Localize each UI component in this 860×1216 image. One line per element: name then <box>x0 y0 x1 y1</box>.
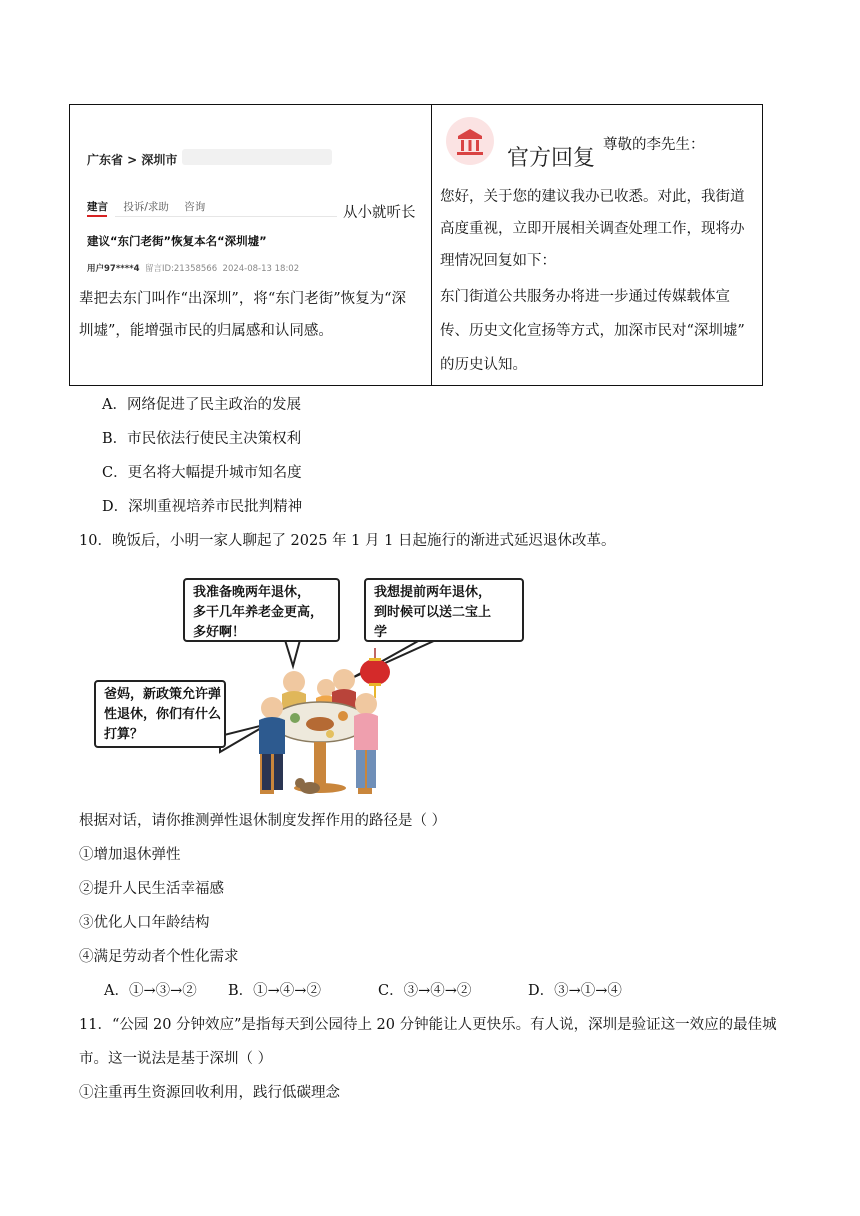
bubble-line: 打算？ <box>104 727 144 742</box>
q9-option-a: A．网络促进了民主政治的发展 <box>102 397 301 413</box>
speech-bubble-grandpa <box>183 578 340 642</box>
message-board-tabs <box>87 199 217 214</box>
bubble-line: 爸妈，新政策允许弹 <box>104 687 222 702</box>
official-reply-label: 官方回复 <box>507 146 596 171</box>
family-dinner-cartoon <box>90 574 530 800</box>
q11-item: ①注重再生资源回收利用，践行低碳理念 <box>79 1085 340 1101</box>
cell-text-line: 圳墟”，能增强市民的归属感和认同感。 <box>79 323 333 339</box>
cell-side-text: 从小就听长 <box>343 205 416 221</box>
post-meta <box>87 262 299 274</box>
q11-stem-line-2: 市。这一说法是基于深圳（ ） <box>79 1051 273 1067</box>
active-tab-underline <box>87 215 107 217</box>
question-9-material-table <box>69 104 763 386</box>
reply-line: 理情况回复如下： <box>440 253 556 269</box>
q10-choice-c: C．③→④→② <box>378 983 472 999</box>
q10-question: 根据对话，请你推测弹性退休制度发挥作用的路径是（ ） <box>79 813 447 829</box>
tab-consult: 咨询 <box>184 201 206 213</box>
reply-line: 东门街道公共服务办将进一步通过传媒载体宣 <box>440 289 730 305</box>
bubble-line: 学 <box>374 625 388 640</box>
bubble-line: 到时候可以送二宝上 <box>374 605 492 620</box>
q11-stem-line-1: 11．“公园 20 分钟效应”是指每天到公园待上 20 分钟能让人更快乐。有人说，深圳是验证这一效应的最佳城 <box>79 1017 777 1033</box>
q10-stem: 10．晚饭后，小明一家人聊起了 2025 年 1 月 1 日起施行的渐进式延迟退休改革。 <box>79 533 616 549</box>
bubble-line: 多干几年养老金更高， <box>193 605 324 620</box>
q9-option-b: B．市民依法行使民主决策权利 <box>102 431 302 447</box>
government-building-icon <box>446 117 494 165</box>
speech-bubble-child <box>94 680 226 748</box>
q10-item: ④满足劳动者个性化需求 <box>79 949 239 965</box>
reply-greeting: 尊敬的李先生： <box>603 137 705 153</box>
bubble-line: 性退休，你们有什么 <box>104 707 222 722</box>
q10-choice-a: A．①→③→② <box>104 983 197 999</box>
citizen-suggestion-cell <box>70 105 431 385</box>
tab-divider-line <box>115 216 337 217</box>
post-time: 2024-08-13 18:02 <box>222 264 300 274</box>
bubble-line: 多好啊！ <box>193 625 246 640</box>
bubble-line: 我准备晚两年退休， <box>193 585 311 600</box>
q10-choice-d: D．③→①→④ <box>528 983 622 999</box>
cell-text-line: 辈把去东门叫作“出深圳”，将“东门老街”恢复为“深 <box>79 291 407 307</box>
q9-option-d: D．深圳重视培养市民批判精神 <box>102 499 303 515</box>
bubble-line: 我想提前两年退休， <box>374 585 492 600</box>
q10-choice-b: B．①→④→② <box>228 983 321 999</box>
tab-suggestion: 建言 <box>87 201 108 213</box>
reply-line: 高度重视，立即开展相关调查处理工作，现将办 <box>440 221 745 237</box>
q10-item: ①增加退休弹性 <box>79 847 181 863</box>
post-title: 建议“东门老街”恢复本名“深圳墟” <box>87 234 267 248</box>
post-id: 留言ID:21358566 <box>144 264 218 274</box>
reply-line: 的历史认知。 <box>440 357 527 373</box>
breadcrumb: 广东省 > 深圳市 <box>87 153 178 167</box>
q9-option-c: C．更名将大幅提升城市知名度 <box>102 465 302 481</box>
q10-item: ③优化人口年龄结构 <box>79 915 210 931</box>
speech-bubble-grandma <box>364 578 524 642</box>
post-user: 用户97****4 <box>87 264 140 274</box>
blurred-area <box>182 149 332 165</box>
reply-line: 您好，关于您的建议我办已收悉。对此，我街道 <box>440 189 745 205</box>
q10-item: ②提升人民生活幸福感 <box>79 881 224 897</box>
tab-complaint: 投诉/求助 <box>123 201 169 213</box>
reply-line: 传、历史文化宣扬等方式，加深市民对“深圳墟” <box>440 323 745 339</box>
